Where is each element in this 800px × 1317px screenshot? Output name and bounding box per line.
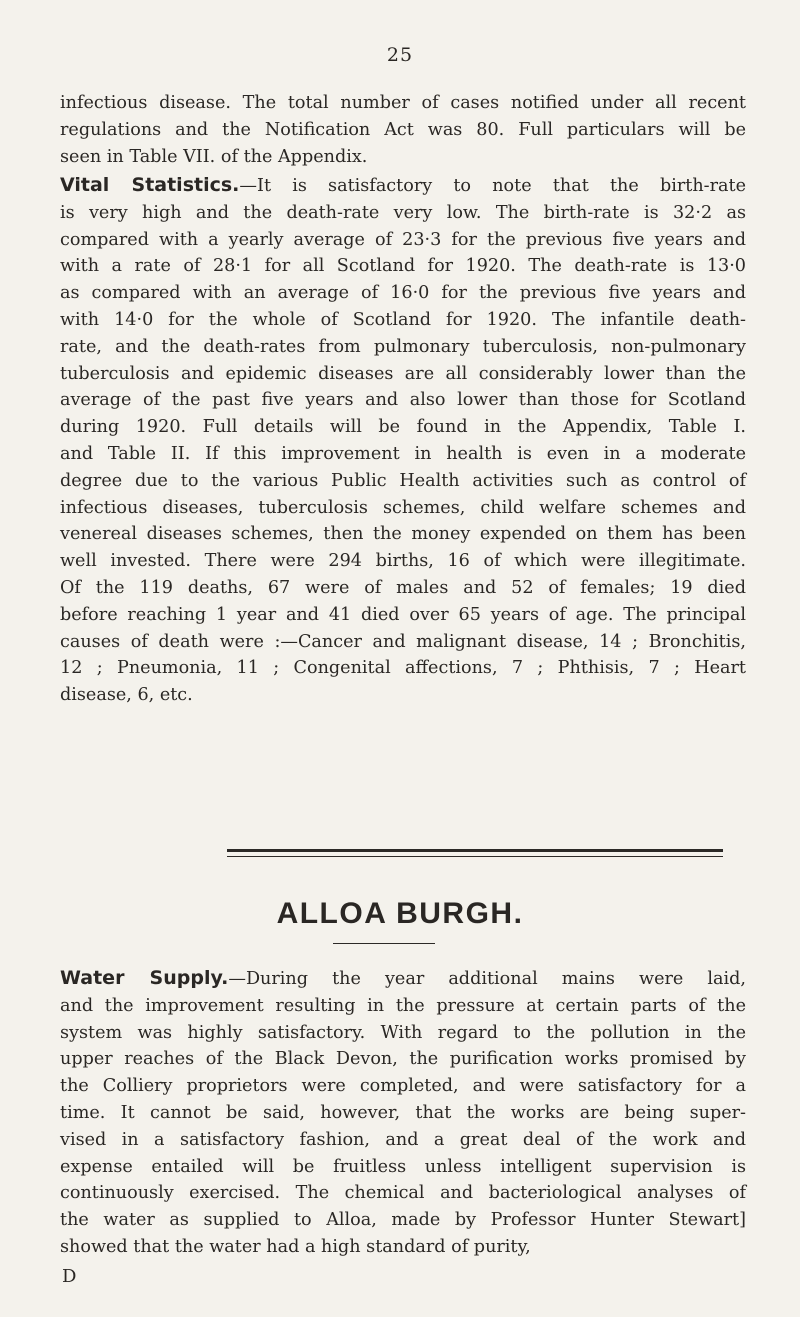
text-line: before reaching 1 year and 41 died over 65 years of age. The principal — [60, 604, 746, 625]
signature-mark: D — [62, 1266, 77, 1287]
text-line: disease, 6, etc. — [60, 685, 193, 706]
text-line: infectious diseases, tuberculosis schemes, child welfare schemes and — [60, 497, 746, 518]
section-title: ALLOA BURGH. — [276, 897, 524, 930]
page-number: 25 — [386, 44, 414, 66]
text-line: expense entailed will be fruitless unless intelligent supervision is — [60, 1156, 746, 1177]
section-rule-thick — [227, 849, 723, 852]
text-line: Of the 119 deaths, 67 were of males and 52 of females; 19 died — [60, 577, 746, 598]
text-line: infectious disease. The total number of cases notified under all recent — [60, 93, 746, 113]
title-underline — [333, 943, 435, 944]
text-line: rate, and the death-rates from pulmonary tuberculosis, non-pulmonary — [60, 336, 746, 357]
text-line: degree due to the various Public Health activities such as control of — [60, 470, 746, 491]
text-line: 12 ; Pneumonia, 11 ; Congenital affections, 7 ; Phthisis, 7 ; Heart — [60, 658, 746, 679]
text-line: with 14·0 for the whole of Scotland for 1920. The infantile death- — [60, 309, 746, 330]
text-line: causes of death were :—Cancer and malignant disease, 14 ; Bronchitis, — [60, 631, 746, 652]
vital-statistics-heading: Vital Statistics. — [60, 174, 240, 196]
text-line: vised in a satisfactory fashion, and a great deal of the work and — [60, 1129, 746, 1150]
paragraph-infectious-disease — [60, 90, 746, 170]
text-line: venereal diseases schemes, then the money expended on them has been — [60, 524, 746, 545]
text-line: well invested. There were 294 births, 16 of which were illegitimate. — [60, 551, 746, 572]
water-supply-heading: Water Supply. — [60, 967, 229, 989]
text-line: —It is satisfactory to note that the birth-rate — [239, 176, 747, 196]
text-line: —During the year additional mains were laid, — [228, 969, 746, 989]
section-rule-thin — [227, 856, 723, 857]
text-line-with-heading — [60, 965, 746, 993]
paragraph-water-supply — [60, 965, 746, 1261]
text-line: regulations and the Notification Act was 80. Full particulars will be — [60, 119, 746, 140]
text-line: showed that the water had a high standard of purity, — [60, 1236, 531, 1257]
text-line: during 1920. Full details will be found in the Appendix, Table I. — [60, 417, 746, 438]
text-line: average of the past five years and also lower than those for Scotland — [60, 390, 746, 411]
text-line: and the improvement resulting in the pressure at certain parts of the — [60, 995, 746, 1016]
text-line: time. It cannot be said, however, that the works are being super- — [60, 1102, 746, 1123]
text-line: upper reaches of the Black Devon, the purification works promised by — [60, 1049, 746, 1070]
text-line-with-heading — [60, 172, 746, 200]
text-line: system was highly satisfactory. With regard to the pollution in the — [60, 1022, 746, 1043]
paragraph-vital-statistics — [60, 172, 746, 709]
text-line: as compared with an average of 16·0 for the previous five years and — [60, 283, 746, 304]
text-line: is very high and the death-rate very low. The birth-rate is 32·2 as — [60, 202, 746, 223]
text-line: tuberculosis and epidemic diseases are all considerably lower than the — [60, 363, 746, 384]
text-line: the Colliery proprietors were completed, and were satisfactory for a — [60, 1076, 746, 1097]
text-line: with a rate of 28·1 for all Scotland for 1920. The death-rate is 13·0 — [60, 256, 746, 277]
text-line: and Table II. If this improvement in health is even in a moderate — [60, 443, 746, 464]
text-line: compared with a yearly average of 23·3 for the previous five years and — [60, 229, 746, 250]
text-line: continuously exercised. The chemical and bacteriological analyses of — [60, 1183, 746, 1204]
text-line: seen in Table VII. of the Appendix. — [60, 146, 368, 167]
text-line: the water as supplied to Alloa, made by Professor Hunter Stewart] — [60, 1210, 746, 1231]
